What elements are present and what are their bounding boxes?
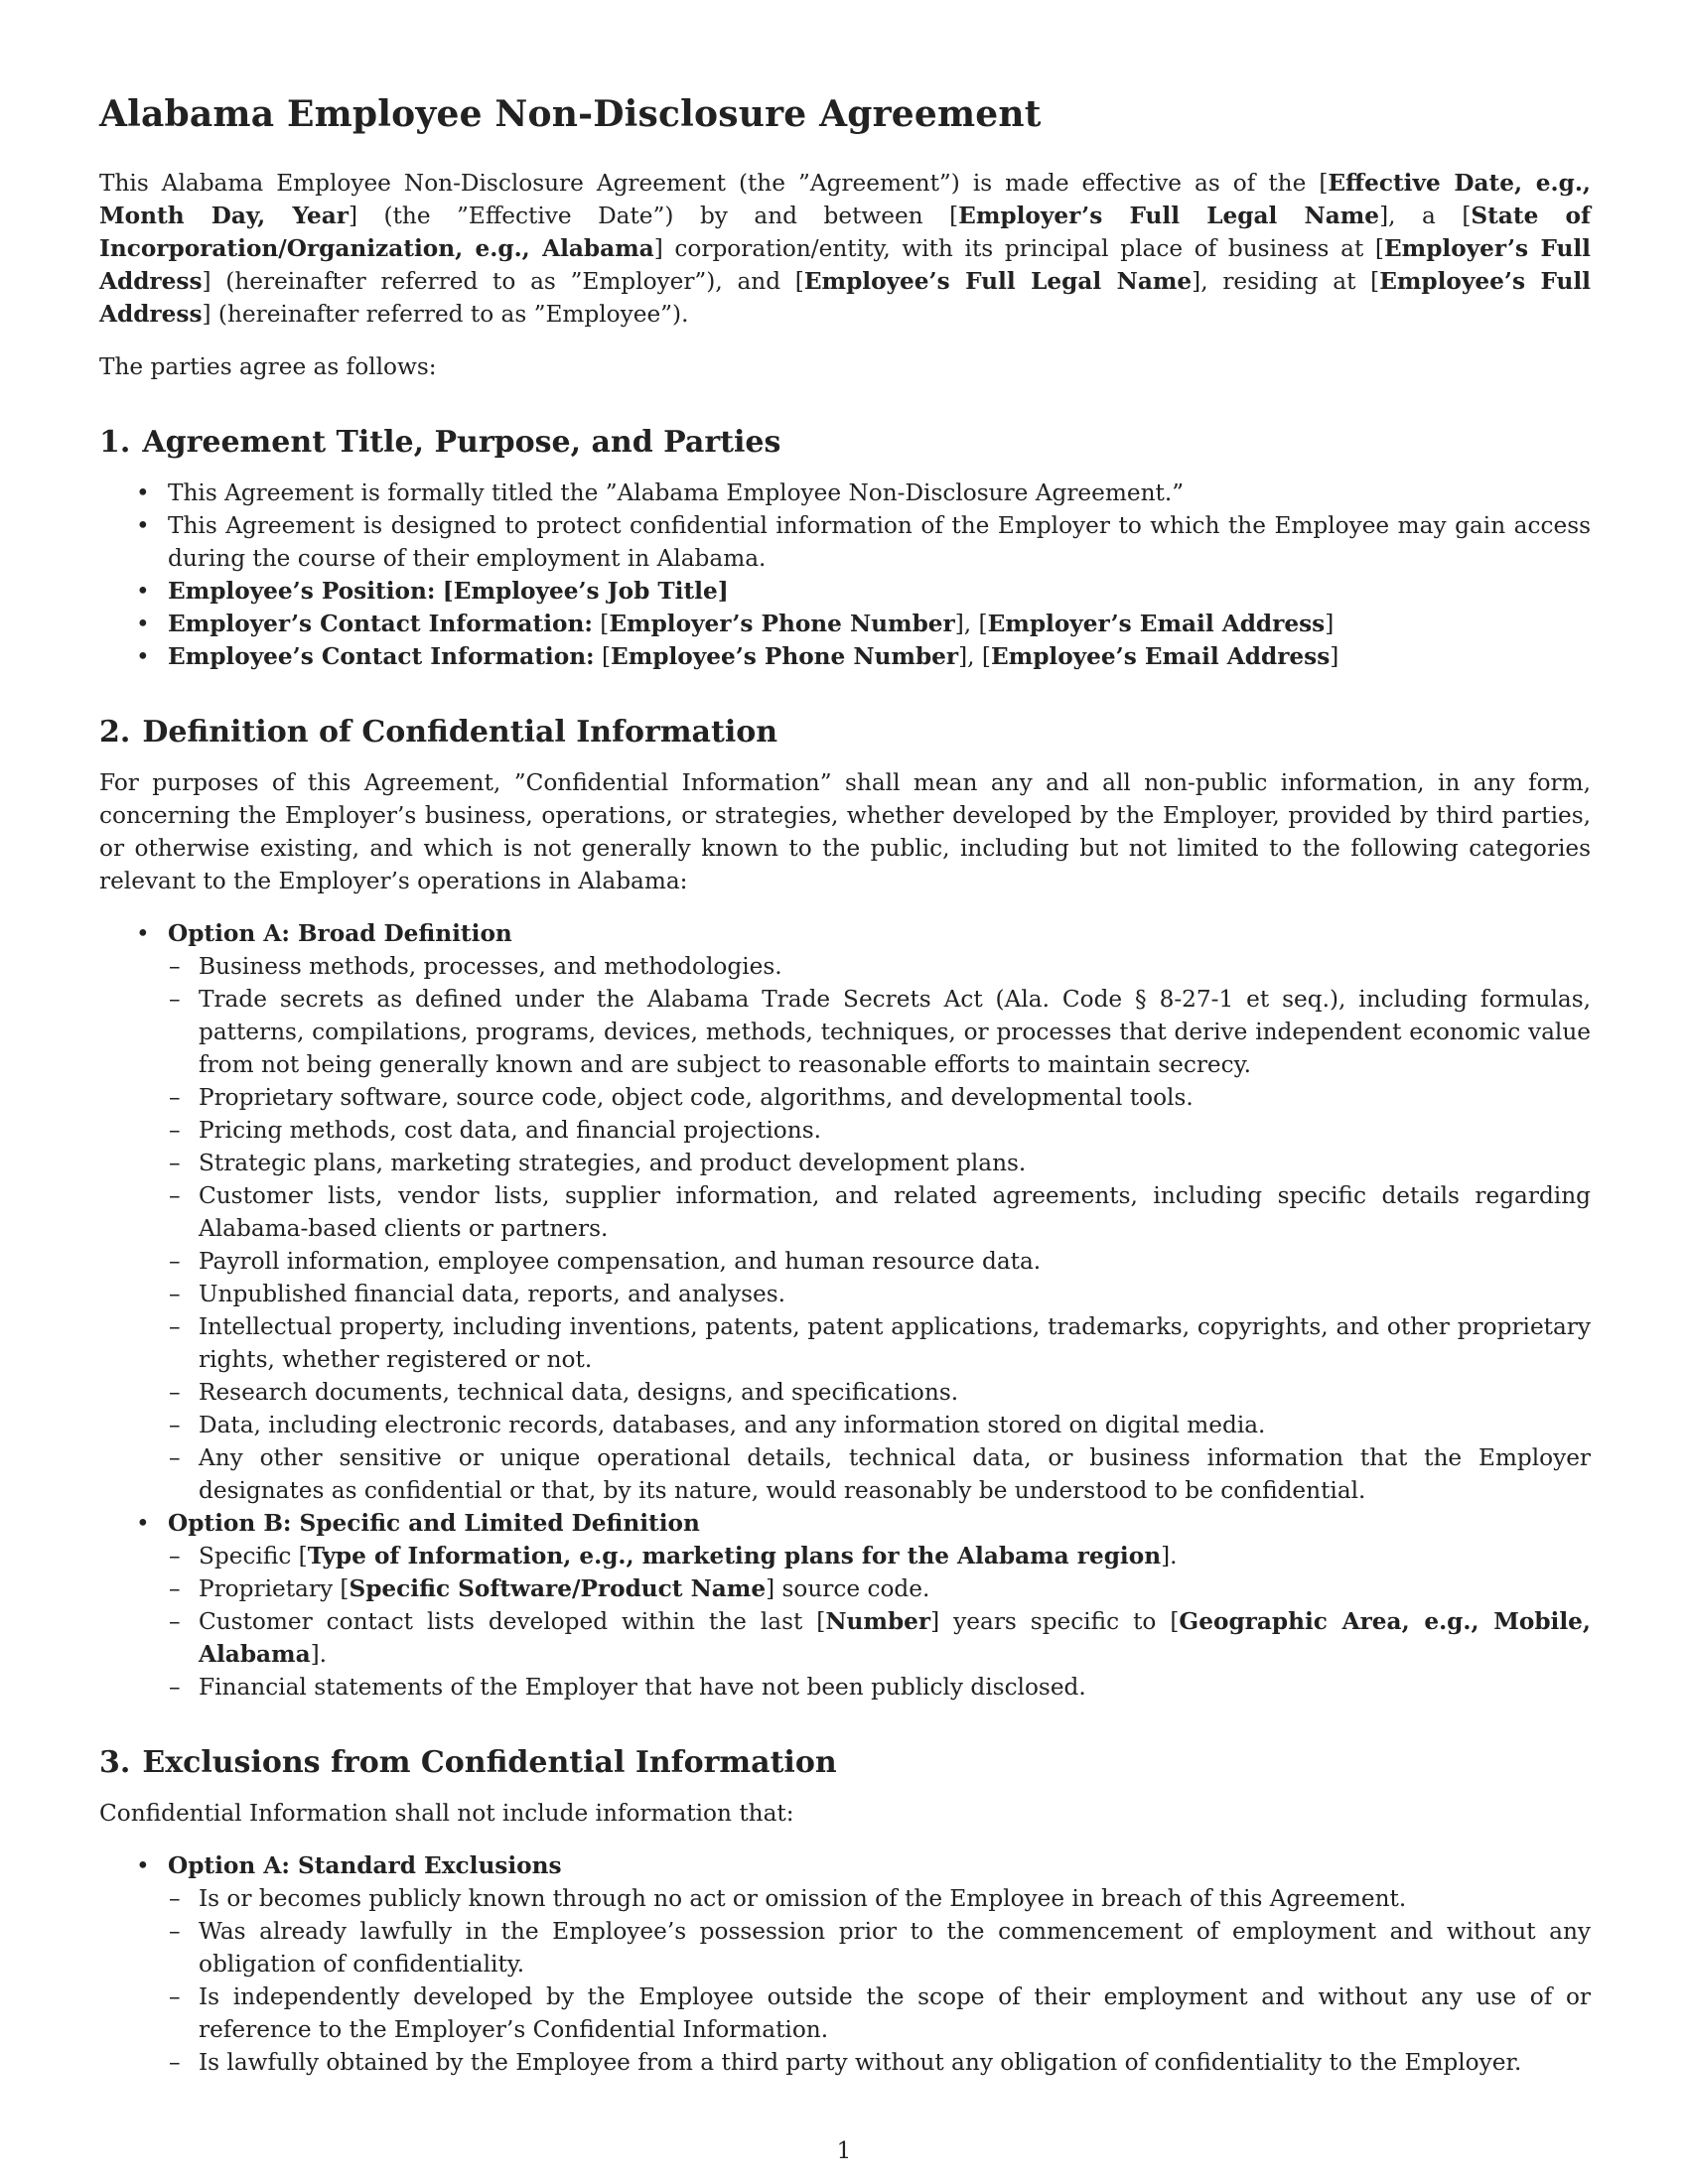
section-3-list bbox=[99, 1849, 1591, 2079]
option-label: Option B: Specific and Limited Definition bbox=[168, 1510, 700, 1537]
page-number: 1 bbox=[836, 2138, 852, 2164]
sub-list-item: – Trade secrets as defined under the Alabama Trade Secrets Act (Ala. Code § 8-27-1 et seq.), including formulas, patterns, compilations, programs, devices, methods, techniques, or processes that derive independent economic value from not being generally known and are subject to reasonable efforts to maintain secrecy. bbox=[139, 983, 1591, 1081]
document-page bbox=[99, 91, 1591, 2079]
sub-list-item: – Payroll information, employee compensation, and human resource data. bbox=[139, 1245, 1591, 1278]
sub-list bbox=[168, 950, 1591, 1507]
sub-list-item: – Business methods, processes, and methodologies. bbox=[139, 950, 1591, 983]
list-item: • This Agreement is formally titled the ”Alabama Employee Non-Disclosure Agreement.” bbox=[99, 477, 1591, 509]
section-2-heading: 2. Definition of Confidential Information bbox=[99, 715, 778, 750]
sub-list-item: – Specific [Type of Information, e.g., marketing plans for the Alabama region]. bbox=[139, 1540, 1591, 1572]
list-item bbox=[99, 917, 1591, 1507]
section-1-list bbox=[99, 477, 1591, 673]
sub-list-item: – Intellectual property, including inventions, patents, patent applications, trademarks, copyrights, and other proprietary rights, whether registered or not. bbox=[139, 1310, 1591, 1376]
sub-list-item: – Is lawfully obtained by the Employee from a third party without any obligation of confidentiality to the Employer. bbox=[139, 2046, 1591, 2079]
section-3-heading: 3. Exclusions from Confidential Information bbox=[99, 1745, 837, 1780]
sub-list-item: – Was already lawfully in the Employee’s possession prior to the commencement of employment and without any obligation of confidentiality. bbox=[139, 1915, 1591, 1980]
section-3-intro: Confidential Information shall not include information that: bbox=[99, 1800, 794, 1827]
sub-list bbox=[168, 1540, 1591, 1704]
list-item bbox=[99, 1849, 1591, 2079]
list-item bbox=[99, 1507, 1591, 1704]
list-item: • Employee’s Contact Information: [Employee’s Phone Number], [Employee’s Email Address] bbox=[99, 640, 1591, 673]
sub-list-item: – Proprietary [Specific Software/Product Name] source code. bbox=[139, 1572, 1591, 1605]
list-item: • This Agreement is designed to protect confidential information of the Employer to which the Employee may gain access during the course of their employment in Alabama. bbox=[99, 509, 1591, 575]
document-title: Alabama Employee Non-Disclosure Agreement bbox=[99, 93, 1042, 135]
parties-agree-text: The parties agree as follows: bbox=[99, 353, 437, 380]
section-1-heading: 1. Agreement Title, Purpose, and Parties bbox=[99, 425, 781, 460]
sub-list-item: – Unpublished financial data, reports, and analyses. bbox=[139, 1278, 1591, 1310]
sub-list-item: – Strategic plans, marketing strategies, and product development plans. bbox=[139, 1147, 1591, 1179]
sub-list-item: – Is or becomes publicly known through no act or omission of the Employee in breach of this Agreement. bbox=[139, 1882, 1591, 1915]
list-item: • Employee’s Position: [Employee’s Job Title] bbox=[99, 575, 1591, 608]
sub-list-item: – Any other sensitive or unique operational details, technical data, or business information that the Employer designates as confidential or that, by its nature, would reasonably be understood to be confidential. bbox=[139, 1441, 1591, 1507]
sub-list-item: – Proprietary software, source code, object code, algorithms, and developmental tools. bbox=[139, 1081, 1591, 1114]
sub-list-item: – Pricing methods, cost data, and financial projections. bbox=[139, 1114, 1591, 1147]
sub-list-item: – Financial statements of the Employer that have not been publicly disclosed. bbox=[139, 1671, 1591, 1704]
option-label: Option A: Standard Exclusions bbox=[168, 1852, 562, 1879]
intro-paragraph: This Alabama Employee Non-Disclosure Agreement (the ”Agreement”) is made effective as of the [Effective Date, e.g., Month Day, Year] (the ”Effective Date”) by and between [Employer’s Full Legal Name], a [State of Incorporation/Organization, e.g., Alabama] corporation/entity, with its principal place of business at [Employer’s Full Address] (hereinafter referred to as ”Employer”), and [Employee’s Full Legal Name], residing at [Employee’s Full Address] (hereinafter referred to as ”Employee”). bbox=[99, 170, 1591, 328]
sub-list bbox=[168, 1882, 1591, 2079]
option-label: Option A: Broad Definition bbox=[168, 920, 512, 947]
sub-list-item: – Research documents, technical data, designs, and specifications. bbox=[139, 1376, 1591, 1409]
sub-list-item: – Customer contact lists developed within the last [Number] years specific to [Geographic Area, e.g., Mobile, Alabama]. bbox=[139, 1605, 1591, 1671]
sub-list-item: – Is independently developed by the Employee outside the scope of their employment and without any use of or reference to the Employer’s Confidential Information. bbox=[139, 1980, 1591, 2046]
sub-list-item: – Customer lists, vendor lists, supplier information, and related agreements, including specific details regarding Alabama-based clients or partners. bbox=[139, 1179, 1591, 1245]
section-2-intro: For purposes of this Agreement, ”Confidential Information” shall mean any and all non-public information, in any form, concerning the Employer’s business, operations, or strategies, whether developed by the Employer, provided by third parties, or otherwise existing, and which is not generally known to the public, including but not limited to the following categories relevant to the Employer’s operations in Alabama: bbox=[99, 769, 1591, 894]
sub-list-item: – Data, including electronic records, databases, and any information stored on digital media. bbox=[139, 1409, 1591, 1441]
list-item: • Employer’s Contact Information: [Employer’s Phone Number], [Employer’s Email Address] bbox=[99, 608, 1591, 640]
section-2-list bbox=[99, 917, 1591, 1704]
